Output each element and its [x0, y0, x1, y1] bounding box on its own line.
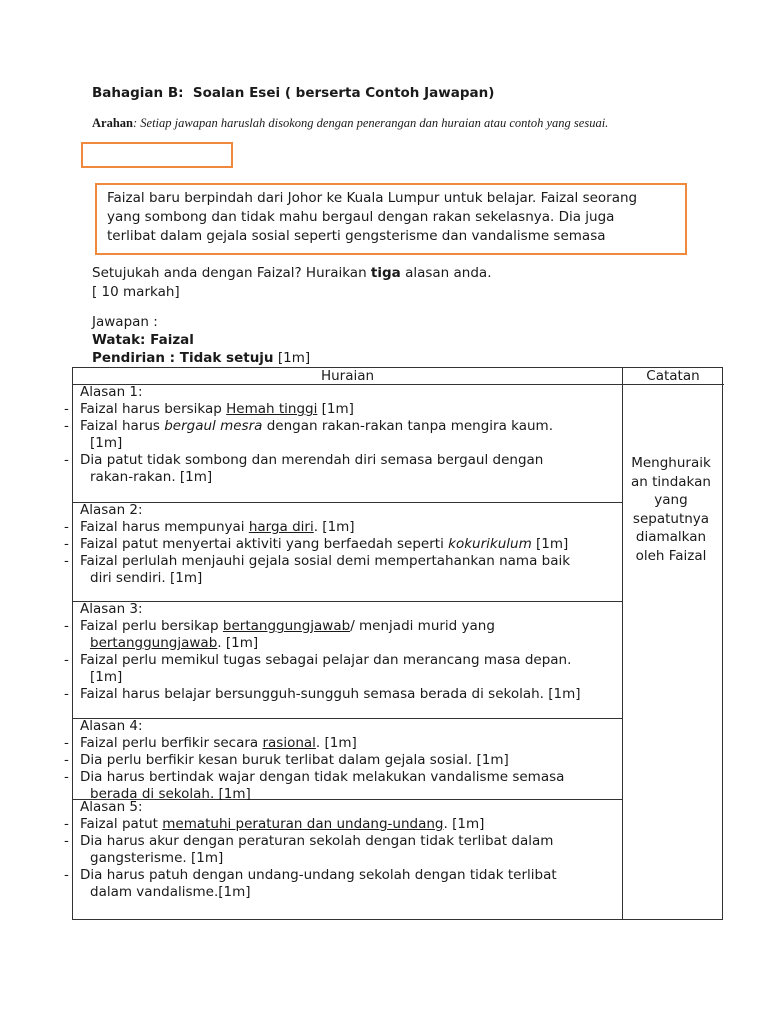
scenario-box [95, 183, 687, 255]
answer-table [64, 367, 723, 920]
col-header-huraian: Huraian [320, 368, 375, 384]
list-item: - Dia harus akur dengan peraturan sekolah dengan tidak terlibat dalam [64, 833, 554, 849]
reason-title: Alasan 3: [80, 601, 143, 617]
reason-title: Alasan 5: [80, 799, 143, 815]
character-line: Watak: Faizal [92, 332, 194, 348]
stance-line: Pendirian : Tidak setuju [1m] [92, 350, 311, 366]
list-item: - Dia harus bertindak wajar dengan tidak melakukan vandalisme semasa [64, 769, 565, 785]
instructions-text: : Setiap jawapan haruslah disokong dengan penerangan dan huraian atau contoh yang sesuai. [132, 116, 609, 130]
question-marks: [ 10 markah] [92, 284, 180, 300]
list-item: - Faizal patut menyertai aktiviti yang berfaedah seperti kokurikulum [1m] [64, 536, 569, 552]
list-item: - Faizal perlu bersikap bertanggungjawab/ menjadi murid yang [64, 618, 495, 634]
scenario-line: terlibat dalam gejala sosial seperti gengsterisme dan vandalisme semasa [107, 228, 606, 244]
reason-3: Alasan 3: - Faizal perlu bersikap bertanggungjawab/ menjadi murid yang bertanggungjawab. [1m] - Faizal perlu memikul tugas sebagai pelajar dan merancang masa depan. [1m] - Faizal harus belajar bersungguh-sungguh semasa berada di sekolah. [1m] [64, 601, 581, 702]
question [92, 264, 491, 302]
empty-orange-box [81, 142, 233, 168]
scenario-line: yang sombong dan tidak mahu bergaul dengan rakan sekelasnya. Dia juga [107, 209, 615, 225]
list-item: - Faizal harus mempunyai harga diri. [1m] [64, 519, 355, 535]
list-item: - Faizal harus bersikap Hemah tinggi [1m] [64, 401, 354, 417]
list-item: - Faizal patut mematuhi peraturan dan undang-undang. [1m] [64, 816, 485, 832]
list-item: - Dia perlu berfikir kesan buruk terlibat dalam gejala sosial. [1m] [64, 752, 509, 768]
reason-2: Alasan 2: - Faizal harus mempunyai harga diri. [1m] - Faizal patut menyertai aktiviti yang berfaedah seperti kokurikulum [1m] - Faizal perlulah menjauhi gejala sosial demi mempertahankan nama baik diri sendiri. [1m] [64, 502, 571, 586]
list-item: - Faizal perlu berfikir secara rasional. [1m] [64, 735, 357, 751]
reason-5: Alasan 5: - Faizal patut mematuhi peraturan dan undang-undang. [1m] - Dia harus akur dengan peraturan sekolah dengan tidak terlibat dalam gangsterisme. [1m] - Dia harus patuh dengan undang-undang sekolah dengan tidak terlibat dalam vandalisme.[1m] [64, 799, 557, 900]
reason-title: Alasan 1: [80, 384, 143, 400]
reason-1: Alasan 1: - Faizal harus bersikap Hemah tinggi [1m] - Faizal harus bergaul mesra dengan rakan-rakan tanpa mengira kaum. [1m] - Dia patut tidak sombong dan merendah diri semasa bergaul dengan rakan-rakan. [1m] [64, 384, 553, 485]
answer-label: Jawapan : [92, 314, 158, 330]
instructions-label: Arahan [92, 116, 133, 130]
list-item: - Faizal perlulah menjauhi gejala sosial demi mempertahankan nama baik [64, 553, 571, 569]
list-item: - Faizal harus bergaul mesra dengan rakan-rakan tanpa mengira kaum. [64, 418, 553, 434]
reason-4: Alasan 4: - Faizal perlu berfikir secara rasional. [1m] - Dia perlu berfikir kesan buruk terlibat dalam gejala sosial. [1m] - Dia harus bertindak wajar dengan tidak melakukan vandalisme semasa berada di sekolah. [1m] [64, 718, 565, 802]
instructions [92, 116, 608, 131]
question-text: Setujukah anda dengan Faizal? Huraikan tiga alasan anda. [92, 265, 492, 281]
reason-title: Alasan 2: [80, 502, 143, 518]
list-item: - Dia patut tidak sombong dan merendah diri semasa bergaul dengan [64, 452, 544, 468]
list-item: - Dia harus patuh dengan undang-undang sekolah dengan tidak terlibat [64, 867, 557, 883]
catatan-note: Menghuraik an tindakan yang sepatutnya diamalkan oleh Faizal [631, 455, 711, 564]
list-item: - Faizal perlu memikul tugas sebagai pelajar dan merancang masa depan. [64, 652, 572, 668]
answer-header [92, 313, 310, 367]
scenario-line: Faizal baru berpindah dari Johor ke Kuala Lumpur untuk belajar. Faizal seorang [107, 190, 638, 206]
col-header-catatan: Catatan [646, 368, 700, 384]
section-heading: Bahagian B: Soalan Esei ( berserta Contoh Jawapan) [92, 85, 495, 101]
list-item: - Faizal harus belajar bersungguh-sungguh semasa berada di sekolah. [1m] [64, 686, 581, 702]
reason-title: Alasan 4: [80, 718, 143, 734]
